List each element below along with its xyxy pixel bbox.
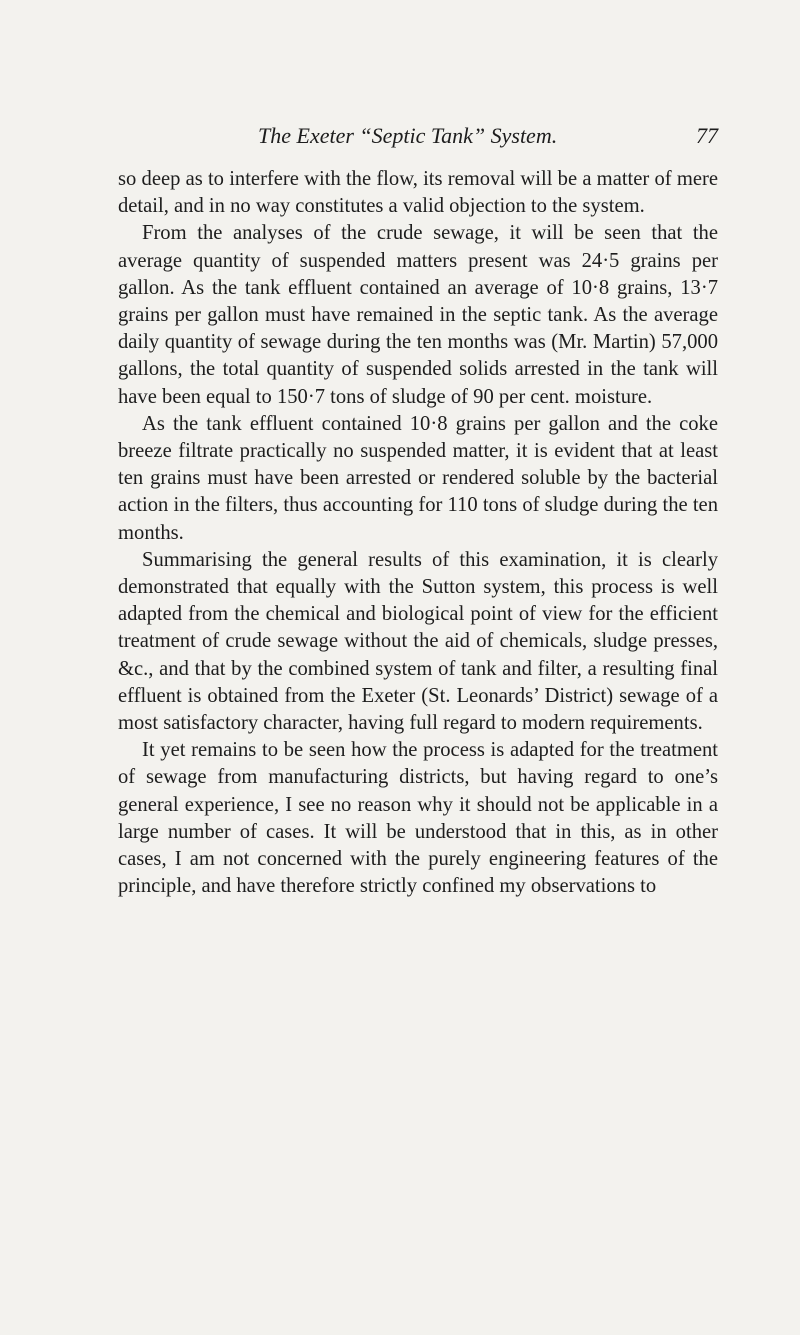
- paragraph-remaining: It yet remains to be seen how the process is adapted for the treatment of sewage from manufacturing districts, but having regard to one’s general experience, I see no reason why it should not be applicable in a large number of cases. It will be understood that in this, as in other cases, I am not concerned with the purely engineering features of the principle, and have therefore strictly confined my observations to: [118, 739, 718, 898]
- paragraph-summary: Summarising the general results of this examination, it is clearly demonstrated that equally with the Sutton system, this process is well adapted from the chemical and biological point of view for the efficient treatment of crude sewage without the aid of chemicals, sludge presses, &c., and that by the combined system of tank and filter, a resulting final effluent is obtained from the Exeter (St. Leonards’ District) sewage of a most satisfactory character, having full regard to modern requirements.: [118, 548, 718, 735]
- paragraph-tank-effluent: As the tank effluent contained 10·8 grains per gallon and the coke breeze filtrate practically no suspended matter, it is evident that at least ten grains must have been arrested or rendered soluble by the bacterial action in the filters, thus accounting for 110 tons of sludge during the ten months.: [118, 412, 718, 544]
- running-head: [118, 123, 718, 153]
- paragraph-continuation: so deep as to interfere with the flow, its removal will be a matter of mere detail, and in no way constitutes a valid objection to the system.: [118, 168, 718, 218]
- body-text: [118, 166, 718, 900]
- running-title: The Exeter “Septic Tank” System.: [258, 123, 558, 148]
- paragraph-analyses: From the analyses of the crude sewage, it will be seen that the average quantity of suspended matters present was 24·5 grains per gallon. As the tank effluent contained an average of 10·8 grains, 13·7 grains per gallon must have remained in the septic tank. As the average daily quantity of sewage during the ten months was (Mr. Martin) 57,000 gallons, the total quantity of suspended solids arrested in the tank will have been equal to 150·7 tons of sludge of 90 per cent. moisture.: [118, 222, 718, 408]
- page-number: 77: [696, 123, 718, 148]
